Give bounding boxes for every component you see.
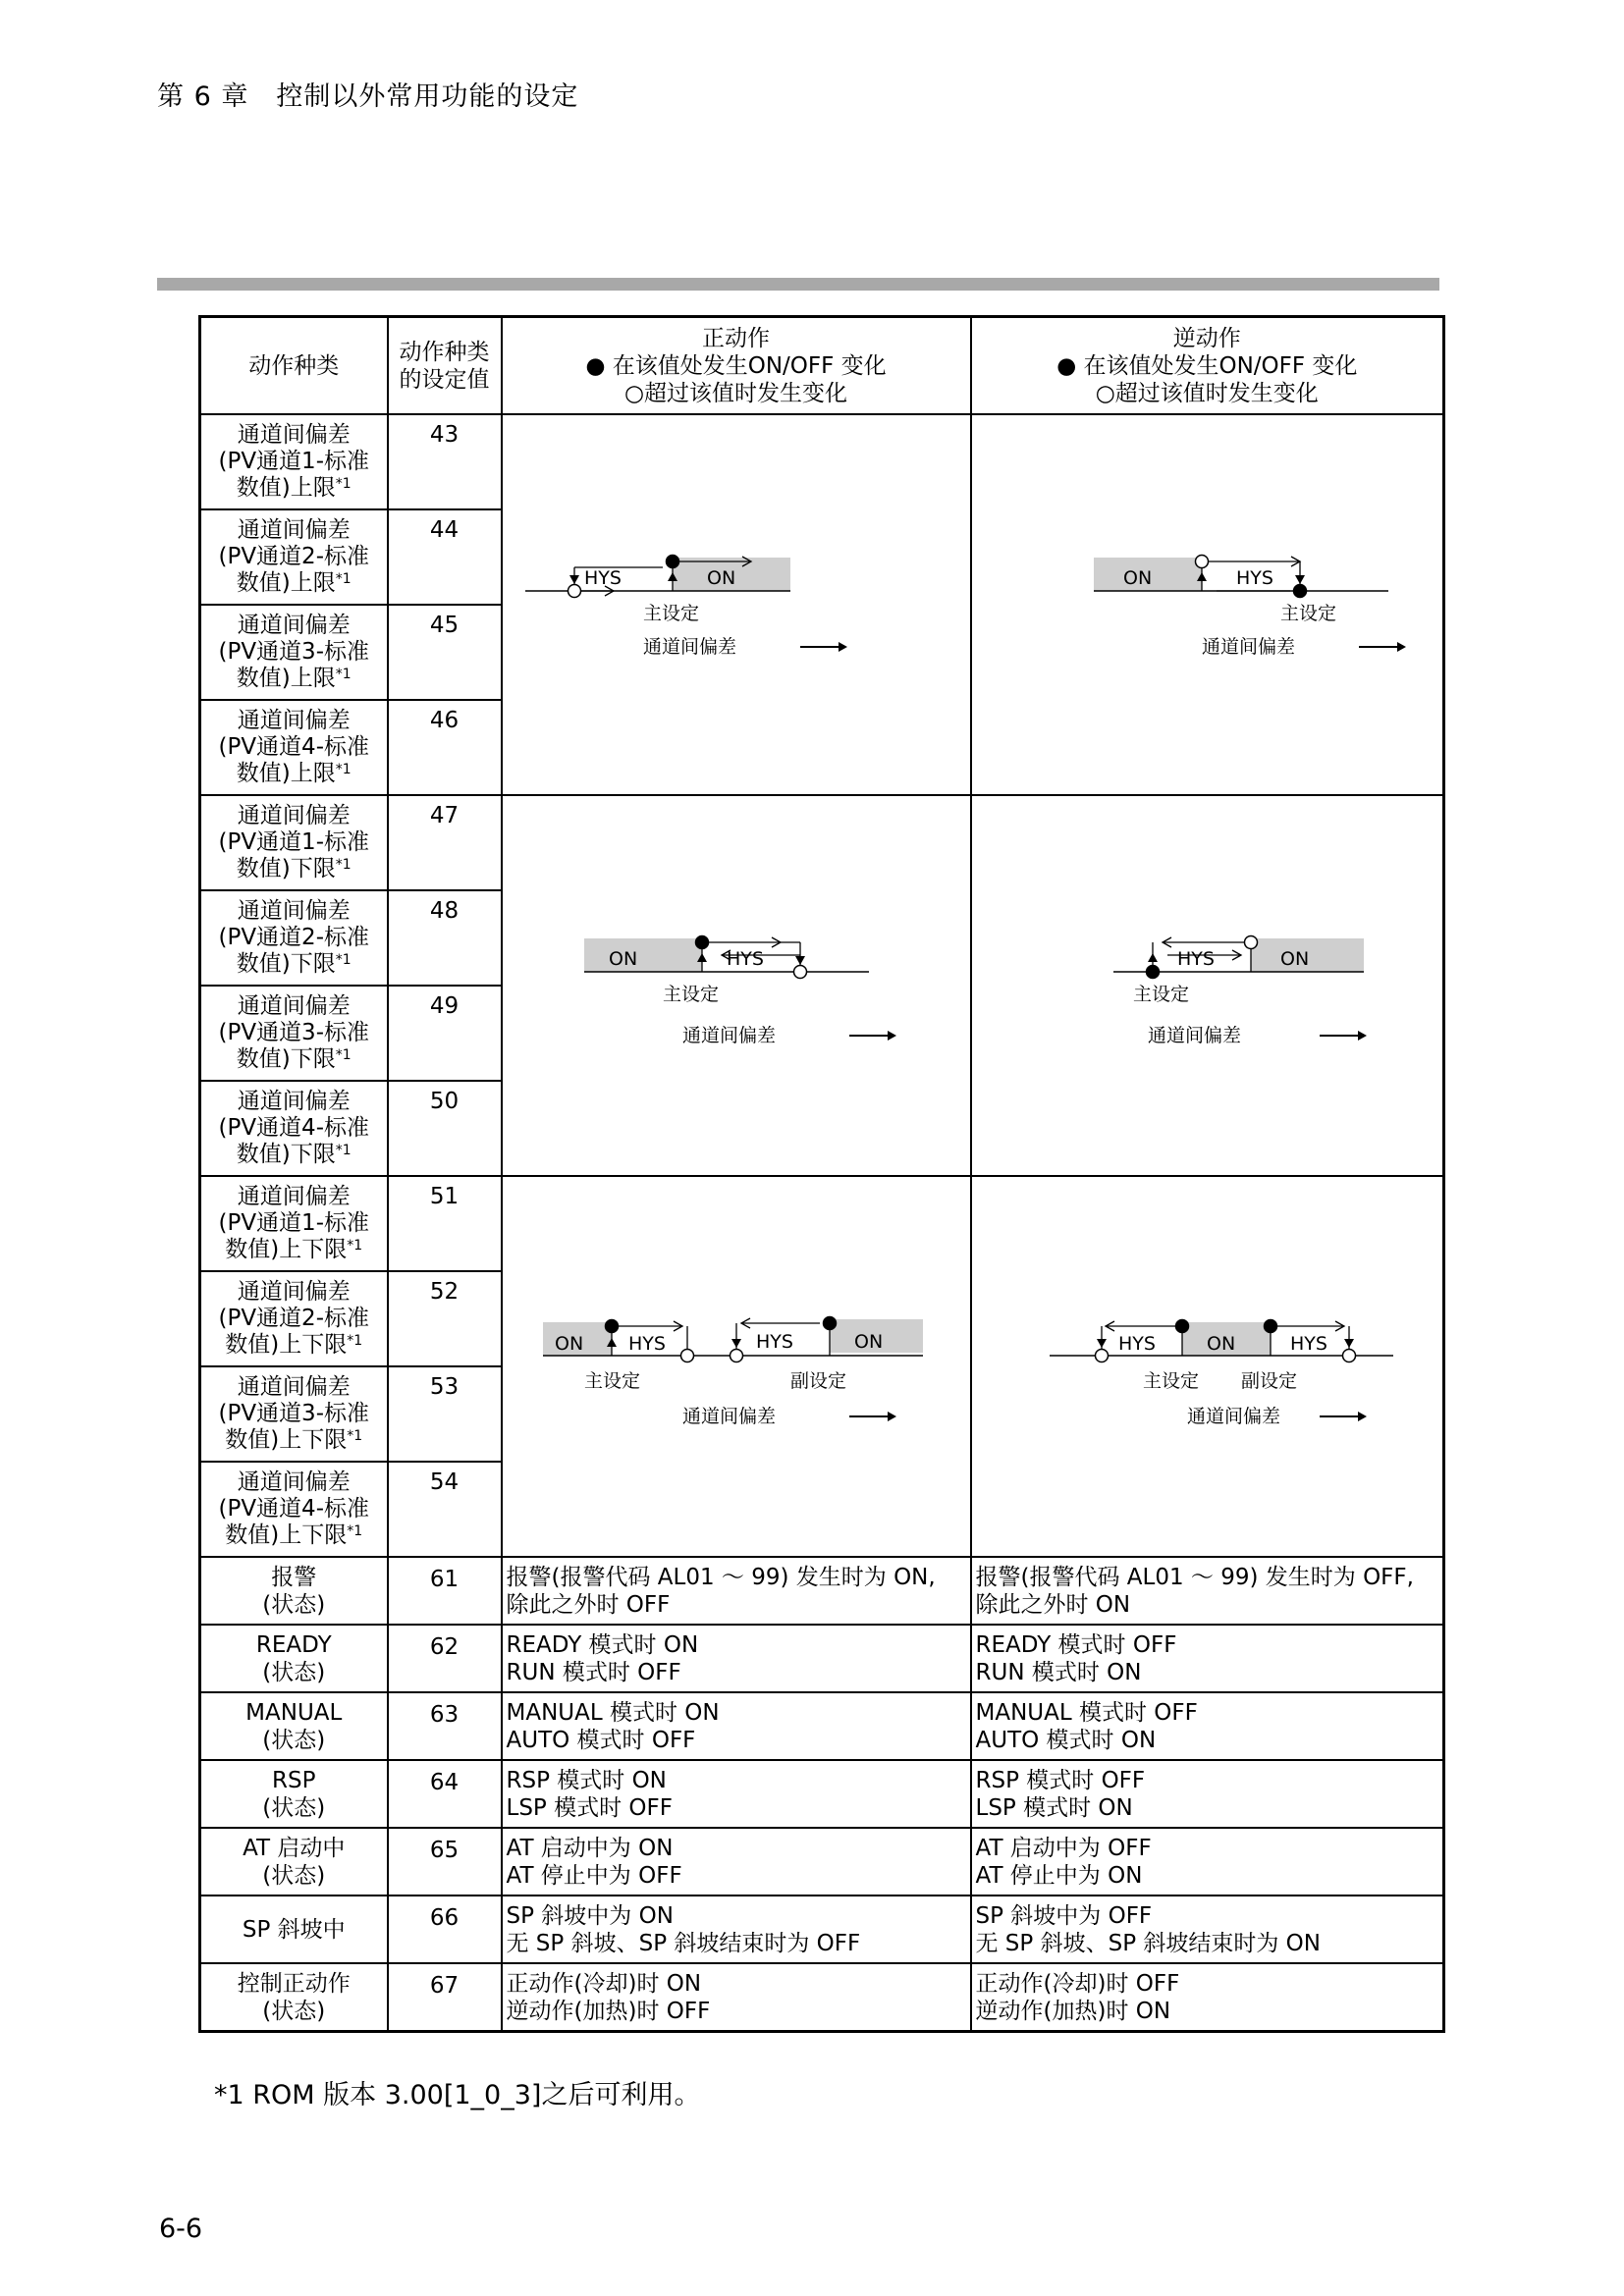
on-label-right: ON bbox=[853, 1330, 883, 1353]
table-row bbox=[200, 1760, 1444, 1828]
table-row bbox=[200, 1828, 1444, 1896]
table-row bbox=[200, 795, 1444, 890]
setting-value-cell: 48 bbox=[388, 890, 502, 986]
header-type: 动作种类 bbox=[200, 317, 388, 415]
axis-label: 通道间偏差 bbox=[681, 1024, 776, 1046]
main-sp-label: 主设定 bbox=[1280, 602, 1337, 624]
setting-value-cell: 62 bbox=[388, 1625, 502, 1692]
setting-value-cell: 63 bbox=[388, 1692, 502, 1760]
on-label: ON bbox=[1207, 1332, 1236, 1355]
table-row bbox=[200, 1625, 1444, 1692]
alarm-action-table bbox=[198, 315, 1445, 2033]
action-type-cell: RSP (状态) bbox=[200, 1760, 388, 1828]
sub-sp-label: 副设定 bbox=[789, 1369, 846, 1392]
reverse-action-description: 报警(报警代码 AL01 ～ 99) 发生时为 OFF, 除此之外时 ON bbox=[971, 1557, 1444, 1625]
setting-value-cell: 49 bbox=[388, 986, 502, 1081]
action-type-cell: 通道间偏差 (PV通道1-标准 数值)下限$^{*1}$ bbox=[200, 795, 388, 890]
setting-value-cell: 53 bbox=[388, 1366, 502, 1462]
action-type-cell: READY (状态) bbox=[200, 1625, 388, 1692]
table-row bbox=[200, 1963, 1444, 2032]
main-sp-label: 主设定 bbox=[1143, 1369, 1200, 1392]
setting-value-cell: 52 bbox=[388, 1271, 502, 1366]
upper-lower-limit-reverse-diagram bbox=[976, 1265, 1437, 1462]
setting-value-cell: 46 bbox=[388, 700, 502, 795]
direct-action-description: 正动作(冷却)时 ON 逆动作(加热)时 OFF bbox=[502, 1963, 971, 2032]
reverse-action-description: MANUAL 模式时 OFF AUTO 模式时 ON bbox=[971, 1692, 1444, 1760]
sub-sp-label: 副设定 bbox=[1241, 1369, 1298, 1392]
reverse-action-description: SP 斜坡中为 OFF 无 SP 斜坡、SP 斜坡结束时为 ON bbox=[971, 1896, 1444, 1963]
action-type-cell: 通道间偏差 (PV通道4-标准 数值)上下限$^{*1}$ bbox=[200, 1462, 388, 1557]
table-row bbox=[200, 1176, 1444, 1271]
action-type-cell: 通道间偏差 (PV通道1-标准 数值)上限$^{*1}$ bbox=[200, 414, 388, 509]
action-type-cell: MANUAL (状态) bbox=[200, 1692, 388, 1760]
main-sp-label: 主设定 bbox=[1133, 983, 1190, 1005]
reverse-action-description: READY 模式时 OFF RUN 模式时 ON bbox=[971, 1625, 1444, 1692]
setting-value-cell: 54 bbox=[388, 1462, 502, 1557]
table-row bbox=[200, 1692, 1444, 1760]
hys-label-right: HYS bbox=[755, 1330, 793, 1353]
action-type-cell: 通道间偏差 (PV通道2-标准 数值)上下限$^{*1}$ bbox=[200, 1271, 388, 1366]
setting-value-cell: 66 bbox=[388, 1896, 502, 1963]
on-label: ON bbox=[1123, 566, 1153, 589]
page-number: 6-6 bbox=[159, 2214, 203, 2244]
upper-limit-reverse-diagram bbox=[976, 504, 1437, 700]
reverse-action-diagram-cell bbox=[971, 795, 1444, 1176]
table-header-row bbox=[200, 317, 1444, 415]
header-divider bbox=[157, 278, 1439, 291]
axis-label: 通道间偏差 bbox=[642, 635, 736, 658]
hys-label-right: HYS bbox=[1290, 1332, 1328, 1355]
hys-label: HYS bbox=[583, 566, 622, 589]
action-type-cell: 控制正动作 (状态) bbox=[200, 1963, 388, 2032]
direct-action-description: READY 模式时 ON RUN 模式时 OFF bbox=[502, 1625, 971, 1692]
upper-limit-direct-diagram bbox=[506, 504, 967, 700]
lower-limit-direct-diagram bbox=[506, 884, 967, 1081]
axis-label: 通道间偏差 bbox=[1187, 1405, 1281, 1427]
header-code: 动作种类 的设定值 bbox=[388, 317, 502, 415]
setting-value-cell: 47 bbox=[388, 795, 502, 890]
table-row bbox=[200, 1896, 1444, 1963]
on-label-left: ON bbox=[554, 1332, 583, 1355]
chapter-title: 第 6 章 控制以外常用功能的设定 bbox=[157, 81, 579, 112]
header-reverse-action: 逆动作 ● 在该值处发生ON/OFF 变化 ○超过该值时发生变化 bbox=[971, 317, 1444, 415]
main-sp-label: 主设定 bbox=[662, 983, 719, 1005]
action-type-cell: 通道间偏差 (PV通道2-标准 数值)上限$^{*1}$ bbox=[200, 509, 388, 605]
table-row bbox=[200, 1557, 1444, 1625]
on-label: ON bbox=[608, 947, 637, 970]
direct-action-description: SP 斜坡中为 ON 无 SP 斜坡、SP 斜坡结束时为 OFF bbox=[502, 1896, 971, 1963]
setting-value-cell: 45 bbox=[388, 605, 502, 700]
header-direct-action: 正动作 ● 在该值处发生ON/OFF 变化 ○超过该值时发生变化 bbox=[502, 317, 971, 415]
action-type-cell: 报警 (状态) bbox=[200, 1557, 388, 1625]
hys-label-left: HYS bbox=[627, 1332, 666, 1355]
hys-label: HYS bbox=[726, 947, 764, 970]
action-type-cell: 通道间偏差 (PV通道4-标准 数值)下限$^{*1}$ bbox=[200, 1081, 388, 1176]
reverse-action-diagram-cell bbox=[971, 1176, 1444, 1557]
setting-value-cell: 43 bbox=[388, 414, 502, 509]
setting-value-cell: 64 bbox=[388, 1760, 502, 1828]
action-type-cell: 通道间偏差 (PV通道3-标准 数值)上下限$^{*1}$ bbox=[200, 1366, 388, 1462]
action-type-cell: SP 斜坡中 bbox=[200, 1896, 388, 1963]
direct-action-description: 报警(报警代码 AL01 ～ 99) 发生时为 ON, 除此之外时 OFF bbox=[502, 1557, 971, 1625]
setting-value-cell: 65 bbox=[388, 1828, 502, 1896]
main-sp-label: 主设定 bbox=[642, 602, 699, 624]
axis-label: 通道间偏差 bbox=[1202, 635, 1296, 658]
setting-value-cell: 51 bbox=[388, 1176, 502, 1271]
direct-action-diagram-cell bbox=[502, 1176, 971, 1557]
action-type-cell: 通道间偏差 (PV通道2-标准 数值)下限$^{*1}$ bbox=[200, 890, 388, 986]
table-row bbox=[200, 414, 1444, 509]
reverse-action-description: 正动作(冷却)时 OFF 逆动作(加热)时 ON bbox=[971, 1963, 1444, 2032]
action-type-cell: 通道间偏差 (PV通道3-标准 数值)下限$^{*1}$ bbox=[200, 986, 388, 1081]
setting-value-cell: 50 bbox=[388, 1081, 502, 1176]
hys-label-left: HYS bbox=[1118, 1332, 1157, 1355]
action-type-cell: 通道间偏差 (PV通道1-标准 数值)上下限$^{*1}$ bbox=[200, 1176, 388, 1271]
setting-value-cell: 44 bbox=[388, 509, 502, 605]
hys-label: HYS bbox=[1177, 947, 1216, 970]
hys-label: HYS bbox=[1236, 566, 1274, 589]
axis-label: 通道间偏差 bbox=[681, 1405, 776, 1427]
direct-action-diagram-cell bbox=[502, 414, 971, 795]
reverse-action-description: AT 启动中为 OFF AT 停止中为 ON bbox=[971, 1828, 1444, 1896]
on-label: ON bbox=[1280, 947, 1310, 970]
reverse-action-description: RSP 模式时 OFF LSP 模式时 ON bbox=[971, 1760, 1444, 1828]
on-label: ON bbox=[706, 566, 735, 589]
direct-action-description: RSP 模式时 ON LSP 模式时 OFF bbox=[502, 1760, 971, 1828]
reverse-action-diagram-cell bbox=[971, 414, 1444, 795]
setting-value-cell: 61 bbox=[388, 1557, 502, 1625]
direct-action-description: AT 启动中为 ON AT 停止中为 OFF bbox=[502, 1828, 971, 1896]
action-type-cell: AT 启动中 (状态) bbox=[200, 1828, 388, 1896]
direct-action-description: MANUAL 模式时 ON AUTO 模式时 OFF bbox=[502, 1692, 971, 1760]
action-type-cell: 通道间偏差 (PV通道3-标准 数值)上限$^{*1}$ bbox=[200, 605, 388, 700]
footnote: *1 ROM 版本 3.00[1_0_3]之后可利用。 bbox=[214, 2080, 701, 2110]
axis-label: 通道间偏差 bbox=[1148, 1024, 1242, 1046]
main-sp-label: 主设定 bbox=[583, 1369, 640, 1392]
lower-limit-reverse-diagram bbox=[976, 884, 1437, 1081]
upper-lower-limit-direct-diagram bbox=[506, 1265, 967, 1462]
setting-value-cell: 67 bbox=[388, 1963, 502, 2032]
action-type-cell: 通道间偏差 (PV通道4-标准 数值)上限$^{*1}$ bbox=[200, 700, 388, 795]
direct-action-diagram-cell bbox=[502, 795, 971, 1176]
